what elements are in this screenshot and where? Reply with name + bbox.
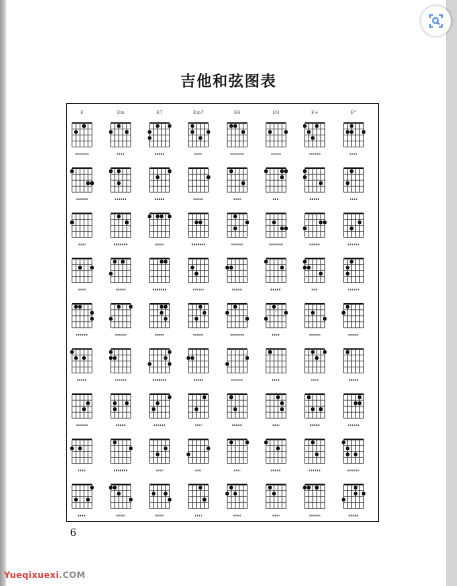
chord-diagram [266,213,288,244]
chord-diagram [264,304,288,335]
chord-diagram [266,394,286,425]
chord-diagram [72,259,94,290]
chord-diagram [72,123,92,154]
chord-diagram [148,213,172,244]
chord-diagram [225,304,249,335]
chord-diagram [225,259,247,290]
chord-diagram [150,259,170,290]
chord-diagram [150,439,170,470]
column-header-label: E7 [156,111,163,116]
chord-diagram [150,485,172,516]
chord-diagram [264,439,286,470]
chord-diagram [303,485,325,516]
chord-diagram [227,168,247,199]
chord-diagram [188,394,208,425]
chord-diagram [342,485,366,516]
page-title: 吉他和弦图表 [180,72,277,90]
column-header-label: E [80,111,84,116]
chord-diagram [344,168,364,199]
chord-diagram [109,349,131,380]
chord-diagram [305,304,327,335]
chord-diagram [188,123,210,154]
chord-diagram [150,394,172,425]
chord-diagram [70,168,94,199]
chord-diagram [111,439,133,470]
chord-diagram [70,213,92,244]
chord-diagram [72,394,92,425]
chord-diagram [342,439,364,470]
chord-diagram [109,304,133,335]
chord-diagram [227,439,249,470]
chord-diagram [266,123,288,154]
chord-diagram [188,259,208,290]
chord-diagram [188,485,208,516]
chord-diagram [150,168,172,199]
chord-diagram [109,485,133,516]
site-watermark [4,571,85,581]
chord-diagram [72,304,94,335]
chord-diagram [188,304,208,335]
chord-diagram [109,168,131,199]
chord-diagram [344,259,364,290]
chord-diagram [72,485,94,516]
chord-diagram [109,259,131,290]
column-header-label: E9 [272,111,280,116]
chord-diagram [111,213,131,244]
column-header-label: E° [350,111,357,116]
chord-diagram [303,168,325,199]
chord-diagram [303,213,327,244]
chord-diagram [305,394,325,425]
chord-diagram [344,213,364,244]
watermark-domain-text: .COM [59,571,86,581]
chord-diagram [227,394,247,425]
chord-diagram [305,349,327,380]
chord-diagram [227,213,249,244]
chord-diagram [303,259,325,290]
column-header-label: Em7 [193,111,204,116]
chord-diagram [227,123,247,154]
column-header-label: E+ [311,111,319,116]
chord-diagram [266,349,286,380]
chord-diagram [109,123,131,154]
chord-diagram [305,439,325,470]
chord-diagram [344,394,364,425]
chord-diagram [344,123,366,154]
page-number: 6 [70,528,77,539]
column-header-label: Em [117,111,125,116]
chord-diagram [148,123,172,154]
chord-diagram [266,485,286,516]
chord-diagram [225,485,247,516]
chord-diagram [188,213,208,244]
chord-diagram [188,168,210,199]
chord-diagram [70,349,92,380]
chord-diagram [225,349,249,380]
column-header-label: E6 [234,111,241,116]
chord-diagram [150,304,170,335]
chord-diagram [344,349,364,380]
chord-diagram [148,349,172,380]
chord-diagram [187,439,211,470]
watermark-main-text: Yueqixuexi [4,571,60,581]
chord-diagram [303,123,325,154]
chord-diagram [342,304,364,335]
chord-diagram [70,439,92,470]
chord-diagram [187,349,209,380]
chord-diagram [111,394,131,425]
chord-diagram [264,168,288,199]
chord-diagram [264,259,286,290]
